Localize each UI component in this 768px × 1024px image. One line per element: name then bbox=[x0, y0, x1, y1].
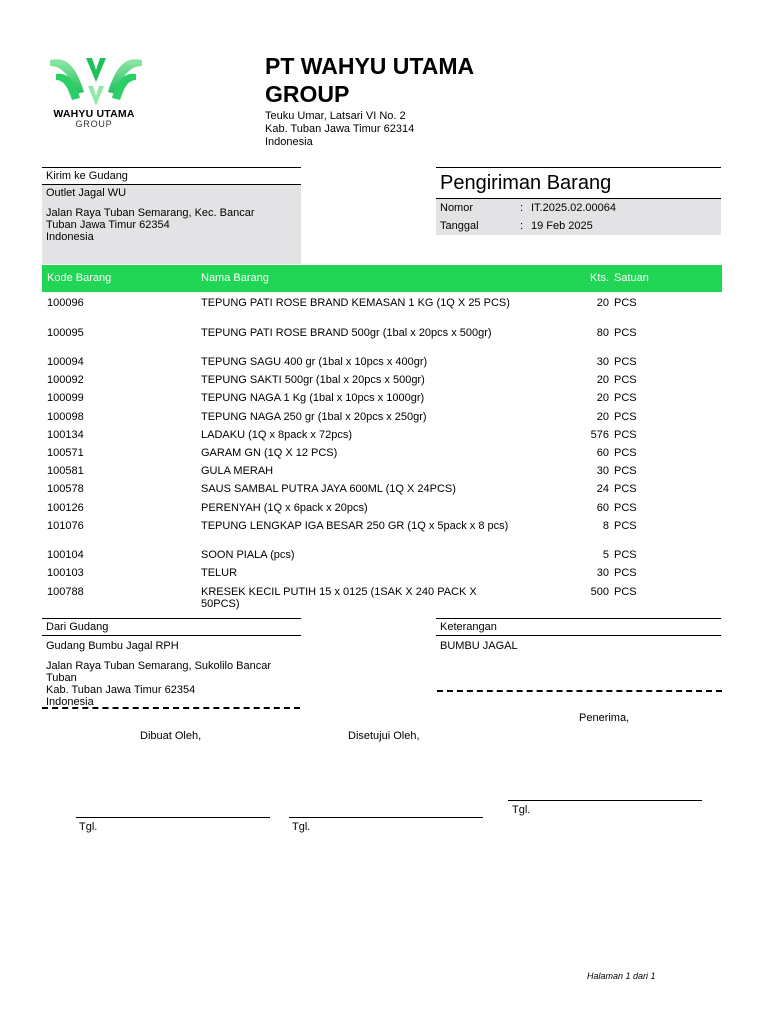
from-address-2: Tuban bbox=[46, 672, 77, 684]
approved-by-date-label: Tgl. bbox=[292, 821, 311, 833]
row-qty: 20 bbox=[596, 410, 609, 423]
ship-to-name: Outlet Jagal WU bbox=[46, 187, 127, 199]
row-unit: PCS bbox=[614, 549, 637, 562]
logo-mark-icon bbox=[46, 52, 146, 112]
note-box bbox=[436, 618, 721, 652]
row-unit: PCS bbox=[614, 446, 637, 459]
col-unit: Satuan bbox=[614, 272, 649, 284]
row-code: 100103 bbox=[47, 567, 84, 580]
row-unit: PCS bbox=[614, 567, 637, 580]
logo-name: WAHYU UTAMA bbox=[53, 108, 135, 120]
table-row bbox=[42, 518, 722, 548]
row-qty: 60 bbox=[596, 501, 609, 514]
row-code: 100571 bbox=[47, 446, 84, 459]
row-unit: PCS bbox=[614, 297, 637, 309]
ship-to-label: Kirim ke Gudang bbox=[42, 167, 301, 185]
row-unit: PCS bbox=[614, 501, 637, 514]
receiver-signature-line bbox=[508, 800, 702, 801]
ship-to-address-1: Jalan Raya Tuban Semarang, Kec. Bancar bbox=[46, 207, 255, 219]
made-by-label: Dibuat Oleh, bbox=[140, 730, 202, 742]
doc-info-box bbox=[436, 167, 721, 235]
made-by-date-label: Tgl. bbox=[79, 821, 98, 833]
table-row bbox=[42, 584, 722, 614]
row-name: SOON PIALA (pcs) bbox=[201, 549, 295, 562]
items-table-body bbox=[42, 295, 722, 613]
row-unit: PCS bbox=[614, 356, 637, 368]
doc-tanggal-label: Tanggal bbox=[440, 220, 479, 232]
row-qty: 576 bbox=[590, 428, 609, 441]
row-name: TEPUNG LENGKAP IGA BESAR 250 GR (1Q x 5pack x 8 pcs) bbox=[201, 519, 509, 532]
row-name: TEPUNG PATI ROSE BRAND KEMASAN 1 KG (1Q X 25 PCS) bbox=[201, 297, 510, 309]
row-code: 100096 bbox=[47, 297, 84, 309]
row-code: 100098 bbox=[47, 410, 84, 423]
table-row bbox=[42, 463, 722, 481]
table-row bbox=[42, 481, 722, 499]
row-name: TELUR bbox=[201, 567, 238, 580]
row-code: 100092 bbox=[47, 374, 84, 387]
receiver-date-label: Tgl. bbox=[512, 804, 531, 816]
doc-tanggal-value: 19 Feb 2025 bbox=[531, 220, 593, 232]
company-name bbox=[265, 52, 565, 108]
row-code: 100104 bbox=[47, 549, 84, 562]
row-qty: 30 bbox=[596, 465, 609, 478]
row-code: 100095 bbox=[47, 326, 84, 339]
row-unit: PCS bbox=[614, 410, 637, 423]
row-name: PERENYAH (1Q x 6pack x 20pcs) bbox=[201, 501, 368, 514]
doc-tanggal-row bbox=[436, 217, 721, 235]
table-row bbox=[42, 325, 722, 355]
row-name: KRESEK KECIL PUTIH 15 x 0125 (1SAK X 240 PACK X 50PCS) bbox=[201, 585, 477, 610]
doc-title: Pengiriman Barang bbox=[436, 167, 721, 199]
row-code: 100578 bbox=[47, 483, 84, 496]
row-name: TEPUNG SAKTI 500gr (1bal x 20pcs x 500gr) bbox=[201, 374, 425, 387]
from-address-1: Jalan Raya Tuban Semarang, Sukolilo Bancar bbox=[46, 660, 272, 672]
page-number: Halaman 1 dari 1 bbox=[587, 971, 656, 981]
ship-to-address-3: Indonesia bbox=[46, 231, 94, 243]
doc-tanggal-sep: : bbox=[520, 220, 524, 232]
table-row bbox=[42, 500, 722, 518]
ship-to-address-2: Tuban Jawa Timur 62354 bbox=[46, 219, 170, 231]
table-row bbox=[42, 354, 722, 372]
approved-by-label: Disetujui Oleh, bbox=[348, 730, 420, 742]
row-unit: PCS bbox=[614, 374, 637, 387]
row-qty: 24 bbox=[596, 483, 609, 496]
table-row bbox=[42, 445, 722, 463]
row-unit: PCS bbox=[614, 585, 637, 598]
row-code: 101076 bbox=[47, 519, 84, 532]
company-address-3: Indonesia bbox=[265, 136, 313, 148]
company-name-line2: GROUP bbox=[265, 81, 350, 107]
row-name: TEPUNG NAGA 250 gr (1bal x 20pcs x 250gr) bbox=[201, 410, 427, 423]
doc-nomor-value: IT.2025.02.00064 bbox=[531, 202, 617, 214]
row-code: 100126 bbox=[47, 501, 84, 514]
table-row bbox=[42, 565, 722, 583]
doc-nomor-row bbox=[436, 199, 721, 217]
row-code: 100099 bbox=[47, 392, 84, 405]
row-name: TEPUNG SAGU 400 gr (1bal x 10pcs x 400gr) bbox=[201, 356, 428, 368]
from-address-4: Indonesia bbox=[46, 696, 94, 708]
row-name: SAUS SAMBAL PUTRA JAYA 600ML (1Q X 24PCS) bbox=[201, 483, 456, 496]
row-name: TEPUNG NAGA 1 Kg (1bal x 10pcs x 1000gr) bbox=[201, 392, 425, 405]
col-qty: Kts. bbox=[590, 272, 609, 284]
row-qty: 20 bbox=[596, 297, 609, 309]
row-code: 100581 bbox=[47, 465, 84, 478]
row-name: TEPUNG PATI ROSE BRAND 500gr (1bal x 20pcs x 500gr) bbox=[201, 326, 492, 339]
from-box bbox=[42, 618, 301, 708]
from-address-3: Kab. Tuban Jawa Timur 62354 bbox=[46, 684, 196, 696]
logo-sub: GROUP bbox=[75, 119, 113, 129]
row-unit: PCS bbox=[614, 326, 637, 339]
col-name: Nama Barang bbox=[201, 272, 269, 284]
note-divider bbox=[437, 690, 722, 692]
company-address-2: Kab. Tuban Jawa Timur 62314 bbox=[265, 123, 415, 135]
row-unit: PCS bbox=[614, 483, 637, 496]
note-value: BUMBU JAGAL bbox=[440, 640, 518, 652]
note-label: Keterangan bbox=[436, 618, 721, 636]
from-name: Gudang Bumbu Jagal RPH bbox=[46, 640, 179, 652]
row-qty: 500 bbox=[590, 585, 609, 598]
from-divider bbox=[42, 707, 300, 709]
row-qty: 30 bbox=[596, 567, 609, 580]
ship-to-body bbox=[42, 185, 301, 264]
receiver-label: Penerima, bbox=[579, 712, 630, 724]
doc-nomor-sep: : bbox=[520, 202, 524, 214]
row-unit: PCS bbox=[614, 465, 637, 478]
table-row bbox=[42, 372, 722, 390]
row-qty: 60 bbox=[596, 446, 609, 459]
row-qty: 8 bbox=[602, 519, 609, 532]
row-code: 100788 bbox=[47, 585, 84, 598]
from-body bbox=[42, 636, 301, 708]
row-qty: 20 bbox=[596, 374, 609, 387]
ship-to-box bbox=[42, 167, 301, 264]
from-label: Dari Gudang bbox=[42, 618, 301, 636]
row-code: 100134 bbox=[47, 428, 84, 441]
row-name: GULA MERAH bbox=[201, 465, 274, 478]
row-name: GARAM GN (1Q X 12 PCS) bbox=[201, 446, 338, 459]
row-code: 100094 bbox=[47, 356, 84, 368]
company-address-1: Teuku Umar, Latsari VI No. 2 bbox=[265, 110, 406, 122]
table-row bbox=[42, 409, 722, 427]
row-qty: 20 bbox=[596, 392, 609, 405]
col-code: Kode Barang bbox=[47, 272, 112, 284]
made-by-signature-line bbox=[76, 817, 270, 818]
items-table-header bbox=[42, 265, 722, 292]
company-name-line1: PT WAHYU UTAMA bbox=[265, 53, 475, 79]
table-row bbox=[42, 390, 722, 408]
table-row bbox=[42, 427, 722, 445]
table-row bbox=[42, 295, 722, 325]
table-row bbox=[42, 547, 722, 565]
row-unit: PCS bbox=[614, 519, 637, 532]
company-address bbox=[265, 110, 414, 149]
row-unit: PCS bbox=[614, 392, 637, 405]
row-qty: 80 bbox=[596, 326, 609, 339]
row-qty: 5 bbox=[602, 549, 609, 562]
row-qty: 30 bbox=[596, 356, 609, 368]
approved-by-signature-line bbox=[289, 817, 483, 818]
doc-nomor-label: Nomor bbox=[440, 202, 474, 214]
row-name: LADAKU (1Q x 8pack x 72pcs) bbox=[201, 428, 353, 441]
row-unit: PCS bbox=[614, 428, 637, 441]
